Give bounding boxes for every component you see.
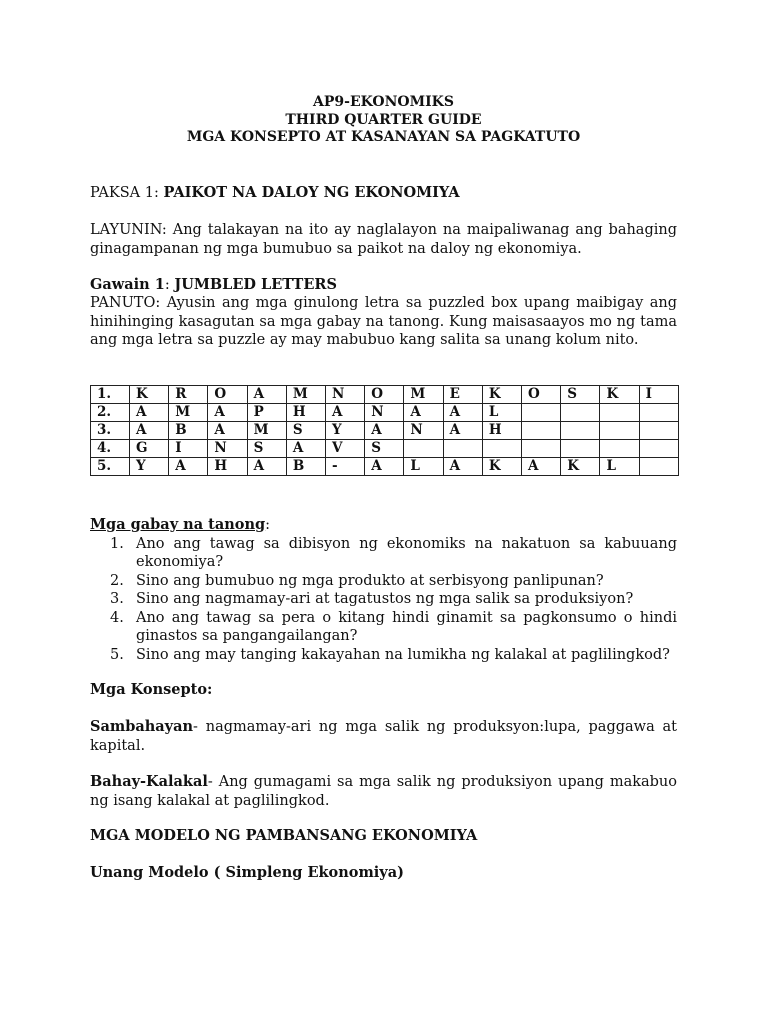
list-item bbox=[90, 609, 677, 646]
letter-cell: I bbox=[639, 386, 678, 404]
letter-cell: K bbox=[130, 386, 169, 404]
letter-cell bbox=[639, 404, 678, 422]
letter-cell: M bbox=[404, 386, 443, 404]
modelo-title: MGA MODELO NG PAMBANSANG EKONOMIYA bbox=[90, 827, 478, 844]
letter-cell: A bbox=[130, 422, 169, 440]
guide-questions-list bbox=[90, 535, 677, 665]
question-number: 2. bbox=[110, 572, 124, 589]
list-item bbox=[90, 646, 677, 665]
letter-cell: E bbox=[443, 386, 482, 404]
question-number: 4. bbox=[110, 609, 124, 626]
gawain-label: Gawain 1 bbox=[90, 276, 165, 293]
letter-cell: L bbox=[600, 458, 639, 476]
sambahayan-definition bbox=[90, 718, 677, 755]
letter-cell: S bbox=[365, 440, 404, 458]
letter-cell: A bbox=[169, 458, 208, 476]
question-number: 5. bbox=[110, 646, 124, 663]
panuto-paragraph: PANUTO: Ayusin ang mga ginulong letra sa puzzled box upang maibigay ang hinihinging kasagutan sa mga gabay na tanong. Kung maisasaayos mo ng tama ang mga letra sa puzzle ay may mabubuo kang salita sa unang kolum nito. bbox=[90, 295, 677, 348]
letter-cell: H bbox=[208, 458, 247, 476]
letter-cell: K bbox=[561, 458, 600, 476]
gabay-title: Mga gabay na tanong bbox=[90, 516, 266, 533]
letter-cell bbox=[482, 440, 521, 458]
row-number-cell: 1. bbox=[91, 386, 130, 404]
letter-cell: R bbox=[169, 386, 208, 404]
gabay-section bbox=[90, 516, 677, 664]
letter-cell: M bbox=[169, 404, 208, 422]
table-row bbox=[91, 440, 679, 458]
question-text: Sino ang bumubuo ng mga produkto at serbisyong panlipunan? bbox=[136, 572, 604, 589]
gawain-separator: : bbox=[164, 277, 175, 293]
question-text: Sino ang nagmamay-ari at tagatustos ng mga salik sa produksiyon? bbox=[136, 591, 634, 607]
letter-cell: S bbox=[561, 386, 600, 404]
letter-cell: - bbox=[326, 458, 365, 476]
table-row bbox=[91, 422, 679, 440]
letter-cell: G bbox=[130, 440, 169, 458]
letter-cell: N bbox=[404, 422, 443, 440]
letter-cell: S bbox=[247, 440, 286, 458]
letter-cell: H bbox=[482, 422, 521, 440]
letter-cell: L bbox=[482, 404, 521, 422]
row-number-cell: 5. bbox=[91, 458, 130, 476]
letter-cell bbox=[404, 440, 443, 458]
letter-cell: N bbox=[326, 386, 365, 404]
gawain-heading bbox=[90, 276, 677, 295]
sambahayan-text: - nagmamay-ari ng mga salik ng produksyon:lupa, paggawa at kapital. bbox=[90, 719, 677, 754]
letter-cell bbox=[639, 440, 678, 458]
layunin-paragraph: LAYUNIN: Ang talakayan na ito ay naglalayon na maipaliwanag ang bahaging ginagampanan ng mga bumubuo sa paikot na daloy ng ekonomiya. bbox=[90, 222, 677, 257]
letter-cell: V bbox=[326, 440, 365, 458]
paksa-label: PAKSA 1: bbox=[90, 185, 164, 201]
list-item bbox=[90, 572, 677, 591]
letter-cell: N bbox=[365, 404, 404, 422]
letter-cell: I bbox=[169, 440, 208, 458]
gabay-heading bbox=[90, 516, 677, 535]
letter-cell: A bbox=[208, 422, 247, 440]
bahay-kalakal-text: - Ang gumagami sa mga salik ng produksiyon upang makabuo ng isang kalakal at paglilingkod. bbox=[90, 774, 677, 809]
unang-modelo-title: Unang Modelo ( Simpleng Ekonomiya) bbox=[90, 864, 404, 881]
row-number-cell: 4. bbox=[91, 440, 130, 458]
letter-cell: K bbox=[600, 386, 639, 404]
letter-cell: A bbox=[443, 422, 482, 440]
question-number: 1. bbox=[110, 535, 124, 552]
letter-cell bbox=[561, 422, 600, 440]
letter-cell: B bbox=[169, 422, 208, 440]
letter-cell bbox=[522, 422, 561, 440]
table-row bbox=[91, 458, 679, 476]
letter-cell: L bbox=[404, 458, 443, 476]
letter-cell: B bbox=[286, 458, 325, 476]
letter-cell bbox=[639, 422, 678, 440]
letter-cell bbox=[561, 404, 600, 422]
letter-cell: A bbox=[365, 422, 404, 440]
header-course: AP9-EKONOMIKS bbox=[313, 94, 454, 110]
letter-cell: A bbox=[365, 458, 404, 476]
letter-cell: M bbox=[247, 422, 286, 440]
letter-cell: A bbox=[404, 404, 443, 422]
gawain-title: JUMBLED LETTERS bbox=[174, 276, 337, 293]
question-number: 3. bbox=[110, 591, 124, 607]
row-number-cell: 3. bbox=[91, 422, 130, 440]
paksa-title: PAIKOT NA DALOY NG EKONOMIYA bbox=[163, 184, 460, 201]
header-quarter: THIRD QUARTER GUIDE bbox=[285, 111, 482, 128]
letter-cell: A bbox=[247, 386, 286, 404]
letter-cell: A bbox=[326, 404, 365, 422]
jumbled-letters-table bbox=[90, 385, 679, 476]
letter-cell: M bbox=[286, 386, 325, 404]
letter-cell: Y bbox=[326, 422, 365, 440]
table-row bbox=[91, 404, 679, 422]
letter-cell: A bbox=[522, 458, 561, 476]
letter-cell: A bbox=[286, 440, 325, 458]
letter-cell: A bbox=[443, 458, 482, 476]
letter-cell: A bbox=[130, 404, 169, 422]
letter-cell: O bbox=[365, 386, 404, 404]
letter-cell: H bbox=[286, 404, 325, 422]
letter-cell: P bbox=[247, 404, 286, 422]
list-item bbox=[90, 590, 677, 609]
paksa-line bbox=[90, 184, 677, 203]
letter-cell: A bbox=[247, 458, 286, 476]
letter-cell: K bbox=[482, 386, 521, 404]
header-subtitle: MGA KONSEPTO AT KASANAYAN SA PAGKATUTO bbox=[186, 129, 581, 145]
letter-cell bbox=[522, 440, 561, 458]
konsepto-title: Mga Konsepto: bbox=[90, 681, 213, 698]
letter-cell: A bbox=[443, 404, 482, 422]
letter-cell bbox=[600, 422, 639, 440]
letter-cell: O bbox=[208, 386, 247, 404]
document-header bbox=[90, 94, 677, 147]
letter-cell: K bbox=[482, 458, 521, 476]
sambahayan-term: Sambahayan bbox=[90, 718, 194, 735]
table-row bbox=[91, 386, 679, 404]
question-text: Ano ang tawag sa pera o kitang hindi ginamit sa pagkonsumo o hindi ginastos sa pangangailangan? bbox=[136, 609, 677, 644]
letter-cell bbox=[600, 440, 639, 458]
letter-cell: A bbox=[208, 404, 247, 422]
letter-cell bbox=[639, 458, 678, 476]
list-item bbox=[90, 535, 677, 572]
letter-cell bbox=[600, 404, 639, 422]
letter-cell: Y bbox=[130, 458, 169, 476]
letter-cell: N bbox=[208, 440, 247, 458]
letter-cell bbox=[522, 404, 561, 422]
letter-cell: O bbox=[522, 386, 561, 404]
row-number-cell: 2. bbox=[91, 404, 130, 422]
question-text: Sino ang may tanging kakayahan na lumikha ng kalakal at paglilingkod? bbox=[136, 646, 670, 663]
question-text: Ano ang tawag sa dibisyon ng ekonomiks na nakatuon sa kabuuang ekonomiya? bbox=[136, 535, 677, 570]
gabay-colon: : bbox=[265, 517, 271, 533]
bahay-kalakal-term: Bahay-Kalakal bbox=[90, 773, 208, 790]
bahay-kalakal-definition bbox=[90, 773, 677, 810]
letter-cell: S bbox=[286, 422, 325, 440]
letter-cell bbox=[561, 440, 600, 458]
letter-cell bbox=[443, 440, 482, 458]
